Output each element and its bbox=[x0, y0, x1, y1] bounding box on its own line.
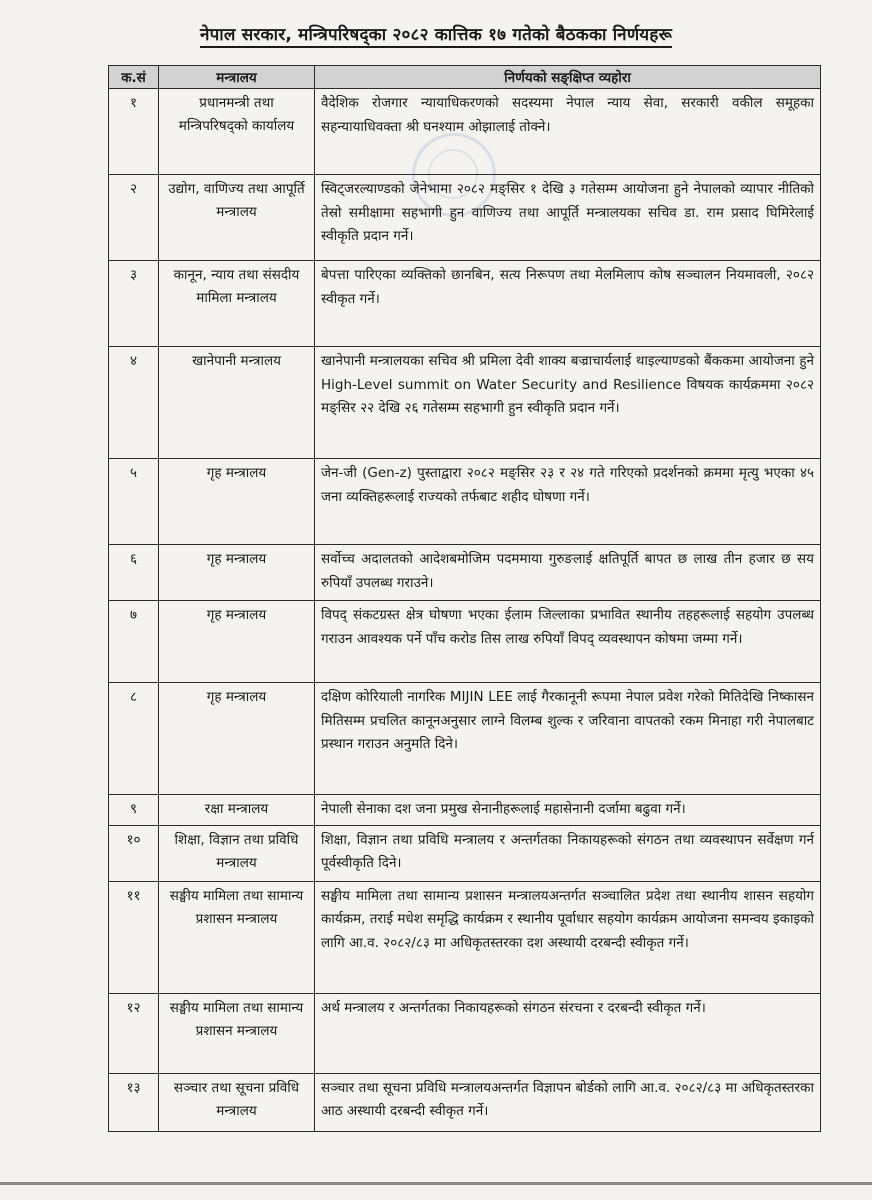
table-row bbox=[109, 545, 821, 601]
row-decision: खानेपानी मन्त्रालयका सचिव श्री प्रमिला देवी शाक्य बज्राचार्यलाई थाइल्याण्डको बैंककमा आयोजना हुने High-Level summit on Water Security and Resilience विषयक कार्यक्रममा २०८२ मङ्सिर २२ देखि २६ गतेसम्म सहभागी हुन स्वीकृति प्रदान गर्ने। bbox=[315, 347, 821, 459]
page-bottom-divider bbox=[0, 1182, 872, 1185]
table-row bbox=[109, 347, 821, 459]
table-row bbox=[109, 683, 821, 795]
row-decision: वैदेशिक रोजगार न्यायाधिकरणको सदस्यमा नेपाल न्याय सेवा, सरकारी वकील समूहका सहन्यायाधिवक्ता श्री घनश्याम ओझालाई तोक्ने। bbox=[315, 89, 821, 175]
table-row bbox=[109, 795, 821, 826]
row-sn: ६ bbox=[109, 545, 159, 601]
row-ministry: सङ्घीय मामिला तथा सामान्य प्रशासन मन्त्रालय bbox=[159, 881, 315, 993]
row-sn: १२ bbox=[109, 993, 159, 1073]
page-title-text: नेपाल सरकार, मन्त्रिपरिषद्का २०८२ कात्तिक १७ गतेको बैठकका निर्णयहरू bbox=[200, 25, 672, 48]
row-ministry: सङ्घीय मामिला तथा सामान्य प्रशासन मन्त्रालय bbox=[159, 993, 315, 1073]
row-ministry: खानेपानी मन्त्रालय bbox=[159, 347, 315, 459]
table-row bbox=[109, 175, 821, 261]
table-row bbox=[109, 459, 821, 545]
row-sn: ९ bbox=[109, 795, 159, 826]
row-decision: अर्थ मन्त्रालय र अन्तर्गतका निकायहरूको संगठन संरचना र दरबन्दी स्वीकृत गर्ने। bbox=[315, 993, 821, 1073]
row-sn: ८ bbox=[109, 683, 159, 795]
row-decision: दक्षिण कोरियाली नागरिक MIJIN LEE लाई गैरकानूनी रूपमा नेपाल प्रवेश गरेको मितिदेखि निष्कासन मितिसम्म प्रचलित कानूनअनुसार लाग्ने विलम्ब शुल्क र जरिवाना वापतको रकम मिनाहा गरी नेपालबाट प्रस्थान गराउन अनुमति दिने। bbox=[315, 683, 821, 795]
row-ministry: सञ्चार तथा सूचना प्रविधि मन्त्रालय bbox=[159, 1073, 315, 1131]
row-decision: सञ्चार तथा सूचना प्रविधि मन्त्रालयअन्तर्गत विज्ञापन बोर्डको लागि आ.व. २०८२/८३ मा अधिकृतस्तरका आठ अस्थायी दरबन्दी स्वीकृत गर्ने। bbox=[315, 1073, 821, 1131]
decisions-table bbox=[108, 65, 821, 1132]
row-sn: १ bbox=[109, 89, 159, 175]
row-decision: शिक्षा, विज्ञान तथा प्रविधि मन्त्रालय र अन्तर्गतका निकायहरूको संगठन तथा व्यवस्थापन सर्वेक्षण गर्न पूर्वस्वीकृति दिने। bbox=[315, 825, 821, 881]
row-sn: २ bbox=[109, 175, 159, 261]
table-header-row bbox=[109, 66, 821, 89]
row-ministry: कानून, न्याय तथा संसदीय मामिला मन्त्रालय bbox=[159, 261, 315, 347]
table-row bbox=[109, 1073, 821, 1131]
row-decision: विपद् संकटग्रस्त क्षेत्र घोषणा भएका ईलाम जिल्लाका प्रभावित स्थानीय तहहरूलाई सहयोग उपलब्ध गराउन आवश्यक पर्ने पाँच करोड तिस लाख रुपियाँ विपद् व्यवस्थापन कोषमा जम्मा गर्ने। bbox=[315, 601, 821, 683]
row-ministry: गृह मन्त्रालय bbox=[159, 683, 315, 795]
table-row bbox=[109, 601, 821, 683]
table-row bbox=[109, 89, 821, 175]
row-decision: सर्वोच्च अदालतको आदेशबमोजिम पदममाया गुरुङलाई क्षतिपूर्ति बापत छ लाख तीन हजार छ सय रुपियाँ उपलब्ध गराउने। bbox=[315, 545, 821, 601]
row-sn: १३ bbox=[109, 1073, 159, 1131]
row-ministry: उद्योग, वाणिज्य तथा आपूर्ति मन्त्रालय bbox=[159, 175, 315, 261]
row-ministry: रक्षा मन्त्रालय bbox=[159, 795, 315, 826]
row-ministry: प्रधानमन्त्री तथा मन्त्रिपरिषद्को कार्यालय bbox=[159, 89, 315, 175]
row-sn: ३ bbox=[109, 261, 159, 347]
row-sn: ११ bbox=[109, 881, 159, 993]
row-decision: बेपत्ता पारिएका व्यक्तिको छानबिन, सत्य निरूपण तथा मेलमिलाप कोष सञ्चालन नियमावली, २०८२ स्वीकृत गर्ने। bbox=[315, 261, 821, 347]
column-header-sn: क.सं bbox=[109, 66, 159, 89]
row-ministry: शिक्षा, विज्ञान तथा प्रविधि मन्त्रालय bbox=[159, 825, 315, 881]
table-row bbox=[109, 825, 821, 881]
row-ministry: गृह मन्त्रालय bbox=[159, 459, 315, 545]
row-sn: ४ bbox=[109, 347, 159, 459]
row-decision: जेन-जी (Gen-z) पुस्ताद्वारा २०८२ मङ्सिर २३ र २४ गते गरिएको प्रदर्शनको क्रममा मृत्यु भएका ४५ जना व्यक्तिहरूलाई राज्यको तर्फबाट शहीद घोषणा गर्ने। bbox=[315, 459, 821, 545]
row-sn: ५ bbox=[109, 459, 159, 545]
row-sn: १० bbox=[109, 825, 159, 881]
column-header-ministry: मन्त्रालय bbox=[159, 66, 315, 89]
table-row bbox=[109, 881, 821, 993]
page-title bbox=[0, 22, 872, 45]
row-ministry: गृह मन्त्रालय bbox=[159, 601, 315, 683]
table-row bbox=[109, 993, 821, 1073]
row-decision: स्विट्जरल्याण्डको जेनेभामा २०८२ मङ्सिर १ देखि ३ गतेसम्म आयोजना हुने नेपालको व्यापार नीतिको तेस्रो समीक्षामा सहभागी हुन वाणिज्य तथा आपूर्ति मन्त्रालयका सचिव डा. राम प्रसाद घिमिरेलाई स्वीकृति प्रदान गर्ने। bbox=[315, 175, 821, 261]
row-decision: सङ्घीय मामिला तथा सामान्य प्रशासन मन्त्रालयअन्तर्गत सञ्चालित प्रदेश तथा स्थानीय शासन सहयोग कार्यक्रम, तराई मधेश समृद्धि कार्यक्रम र स्थानीय पूर्वाधार सहयोग कार्यक्रम आयोजना समन्वय इकाइको लागि आ.व. २०८२/८३ मा अधिकृतस्तरका दश अस्थायी दरबन्दी स्वीकृत गर्ने। bbox=[315, 881, 821, 993]
row-sn: ७ bbox=[109, 601, 159, 683]
column-header-decision: निर्णयको सङ्क्षिप्त व्यहोरा bbox=[315, 66, 821, 89]
table-row bbox=[109, 261, 821, 347]
row-decision: नेपाली सेनाका दश जना प्रमुख सेनानीहरूलाई महासेनानी दर्जामा बढुवा गर्ने। bbox=[315, 795, 821, 826]
row-ministry: गृह मन्त्रालय bbox=[159, 545, 315, 601]
